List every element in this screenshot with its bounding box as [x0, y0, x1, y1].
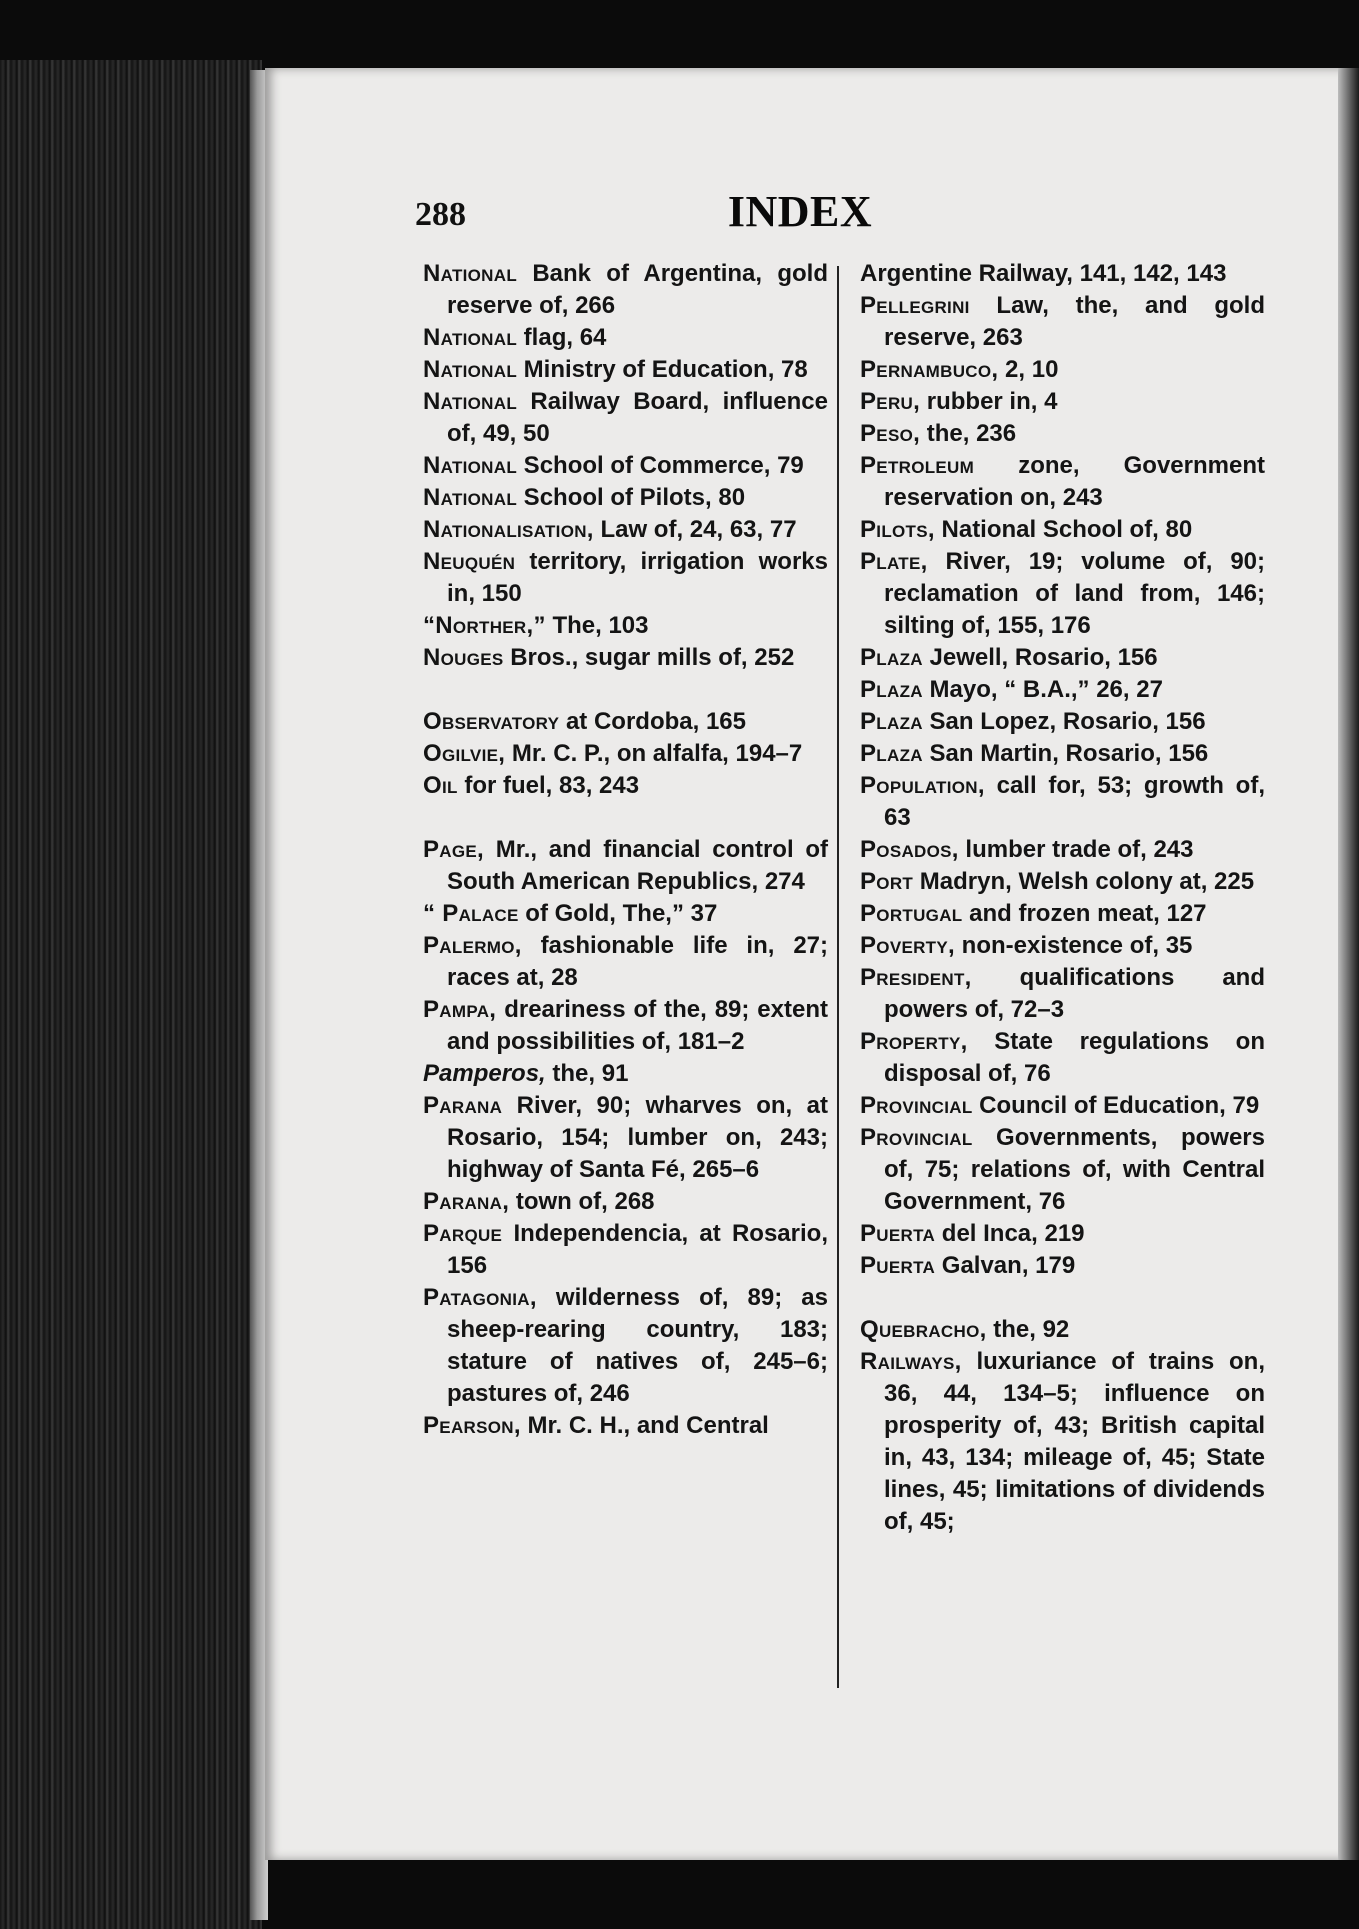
section-gap	[423, 674, 828, 706]
index-references: Bank of Argentina, gold reserve of, 266	[447, 260, 828, 319]
index-references: Jewell, Rosario, 156	[922, 644, 1158, 671]
index-entry	[423, 1282, 828, 1410]
index-references: Independencia, at Rosario, 156	[447, 1220, 828, 1279]
index-references: Governments, powers of, 75; relations of, with Central Government, 76	[884, 1124, 1265, 1215]
index-entry	[860, 354, 1265, 386]
index-references: School of Pilots, 80	[517, 484, 746, 511]
index-references: 2, 10	[998, 356, 1059, 383]
page-number: 288	[415, 196, 466, 233]
index-entry	[423, 1410, 828, 1442]
index-references: rubber in, 4	[920, 388, 1058, 415]
index-references: Council of Education, 79	[972, 1092, 1260, 1119]
index-entry	[860, 386, 1265, 418]
index-term: Neuquén	[423, 548, 516, 575]
index-references: National School of, 80	[934, 516, 1193, 543]
index-references: Argentine Railway, 141, 142, 143	[860, 260, 1227, 287]
index-entry	[860, 674, 1265, 706]
index-term: Pampa,	[423, 996, 497, 1023]
index-references: fashionable life in, 27; races at, 28	[447, 932, 828, 991]
index-term: Population,	[860, 772, 985, 799]
index-entry	[860, 1346, 1265, 1538]
index-references: Law, the, and gold reserve, 263	[884, 292, 1265, 351]
index-term: Property,	[860, 1028, 968, 1055]
index-entry	[423, 258, 828, 322]
index-references: town of, 268	[509, 1188, 655, 1215]
index-term: Pilots,	[860, 516, 935, 543]
index-references: Mr., and financial control of South American Republics, 274	[447, 836, 828, 895]
index-references: Mr. C. H., and Central	[520, 1412, 769, 1439]
index-entry	[423, 450, 828, 482]
index-references: non-existence of, 35	[954, 932, 1193, 959]
index-entry	[423, 354, 828, 386]
index-references: dreariness of the, 89; extent and possibilities of, 181–2	[447, 996, 828, 1055]
index-entry	[860, 418, 1265, 450]
index-entry	[423, 930, 828, 994]
index-term: Palermo,	[423, 932, 522, 959]
index-entry	[423, 386, 828, 450]
index-term: Petroleum	[860, 452, 975, 479]
index-references: River, 90; wharves on, at Rosario, 154; lumber on, 243; highway of Santa Fé, 265–6	[447, 1092, 828, 1183]
index-references: the, 236	[920, 420, 1017, 447]
index-references: Ministry of Education, 78	[517, 356, 808, 383]
index-references: the, 92	[986, 1316, 1070, 1343]
page-header	[415, 186, 1185, 246]
index-term: Plaza	[860, 740, 923, 767]
index-term: National	[423, 388, 518, 415]
index-term: Oil	[423, 772, 458, 799]
index-entry	[423, 1218, 828, 1282]
index-references: San Martin, Rosario, 156	[922, 740, 1209, 767]
index-entry	[860, 962, 1265, 1026]
index-term: Peru,	[860, 388, 921, 415]
index-term: Provincial	[860, 1124, 973, 1151]
index-term: Parana,	[423, 1188, 510, 1215]
index-references: qualifications and powers of, 72–3	[884, 964, 1265, 1023]
index-term: Nouges	[423, 644, 504, 671]
index-references: San Lopez, Rosario, 156	[922, 708, 1206, 735]
index-references: Mayo, “ B.A.,” 26, 27	[922, 676, 1163, 703]
index-term: Poverty,	[860, 932, 955, 959]
index-entry	[860, 1218, 1265, 1250]
index-column-left	[423, 258, 828, 1442]
index-entry	[423, 546, 828, 610]
index-term: Nationalisation,	[423, 516, 594, 543]
index-term: Parana	[423, 1092, 503, 1119]
index-term: Observatory	[423, 708, 560, 735]
index-references: wilderness of, 89; as sheep-rearing country, 183; stature of natives of, 245–6; pastures of, 246	[447, 1284, 828, 1407]
index-references: The, 103	[545, 612, 649, 639]
index-term: Puerta	[860, 1252, 936, 1279]
index-entry	[860, 450, 1265, 514]
index-term: National	[423, 452, 518, 479]
index-entry	[860, 738, 1265, 770]
index-term: Patagonia,	[423, 1284, 537, 1311]
index-entry	[860, 290, 1265, 354]
index-term: Pellegrini	[860, 292, 970, 319]
index-entry	[860, 1026, 1265, 1090]
index-references: call for, 53; growth of, 63	[884, 772, 1265, 831]
section-gap	[860, 1282, 1265, 1314]
index-entry	[860, 1250, 1265, 1282]
index-entry	[860, 866, 1265, 898]
section-gap	[423, 802, 828, 834]
index-term: Quebracho,	[860, 1316, 987, 1343]
index-entry	[860, 1090, 1265, 1122]
index-entry	[860, 1314, 1265, 1346]
index-entry	[423, 1186, 828, 1218]
index-entry	[860, 930, 1265, 962]
index-entry	[860, 1122, 1265, 1218]
index-entry	[423, 1090, 828, 1186]
index-term: Parque	[423, 1220, 503, 1247]
index-references: the, 91	[545, 1060, 629, 1087]
index-references: territory, irrigation works in, 150	[447, 548, 828, 607]
index-entry	[860, 642, 1265, 674]
index-references: Bros., sugar mills of, 252	[503, 644, 795, 671]
index-term: Port	[860, 868, 914, 895]
index-entry	[423, 610, 828, 642]
index-entry	[423, 482, 828, 514]
index-references: luxuriance of trains on, 36, 44, 134–5; influence on prosperity of, 43; British capital in, 43, 134; mileage of, 45; State lines, 45; limitations of dividends of, 45;	[884, 1348, 1265, 1535]
index-term: Puerta	[860, 1220, 936, 1247]
index-entry	[423, 834, 828, 898]
index-term: Posados,	[860, 836, 959, 863]
index-references: Law of, 24, 63, 77	[593, 516, 797, 543]
index-entry	[423, 642, 828, 674]
index-references: lumber trade of, 243	[958, 836, 1194, 863]
column-divider	[837, 266, 839, 1688]
index-references: Mr. C. P., on alfalfa, 194–7	[505, 740, 803, 767]
index-term: Ogilvie,	[423, 740, 506, 767]
book-page	[265, 68, 1343, 1860]
index-references: of Gold, The,” 37	[518, 900, 718, 927]
index-entry	[860, 514, 1265, 546]
index-entry	[860, 898, 1265, 930]
index-entry	[423, 898, 828, 930]
index-entry	[423, 322, 828, 354]
page-edge-shadow	[1338, 68, 1359, 1860]
index-entry	[423, 1058, 828, 1090]
index-entry	[423, 994, 828, 1058]
index-term: Peso,	[860, 420, 921, 447]
index-term: National	[423, 484, 518, 511]
index-column-right	[860, 258, 1265, 1538]
index-entry	[860, 834, 1265, 866]
index-term: National	[423, 260, 518, 287]
index-references: at Cordoba, 165	[559, 708, 746, 735]
index-references: del Inca, 219	[935, 1220, 1085, 1247]
index-references: Galvan, 179	[935, 1252, 1076, 1279]
index-term: Page,	[423, 836, 485, 863]
index-term: “ Palace	[423, 900, 519, 927]
index-references: State regulations on disposal of, 76	[884, 1028, 1265, 1087]
index-term: Pamperos,	[423, 1060, 546, 1087]
index-term: National	[423, 356, 518, 383]
index-references: River, 19; volume of, 90; reclamation of land from, 146; silting of, 155, 176	[884, 548, 1265, 639]
index-entry	[860, 770, 1265, 834]
index-entry	[423, 706, 828, 738]
index-term: Pearson,	[423, 1412, 521, 1439]
index-term: Provincial	[860, 1092, 973, 1119]
index-term: Plaza	[860, 644, 923, 671]
index-term: “Norther,”	[423, 612, 546, 639]
index-entry	[423, 738, 828, 770]
index-entry	[860, 546, 1265, 642]
index-references: School of Commerce, 79	[517, 452, 804, 479]
index-entry	[860, 706, 1265, 738]
index-entry	[860, 258, 1265, 290]
index-term: Plate,	[860, 548, 928, 575]
index-references: for fuel, 83, 243	[457, 772, 640, 799]
index-references: flag, 64	[517, 324, 607, 351]
index-term: Plaza	[860, 676, 923, 703]
index-term: President,	[860, 964, 972, 991]
index-references: and frozen meat, 127	[962, 900, 1207, 927]
index-term: National	[423, 324, 518, 351]
index-references: zone, Government reservation on, 243	[884, 452, 1265, 511]
index-term: Portugal	[860, 900, 963, 927]
index-entry	[423, 770, 828, 802]
index-entry	[423, 514, 828, 546]
page-title: INDEX	[727, 187, 873, 236]
index-term: Plaza	[860, 708, 923, 735]
book-binding	[0, 60, 262, 1929]
index-term: Pernambuco,	[860, 356, 999, 383]
index-references: Madryn, Welsh colony at, 225	[913, 868, 1255, 895]
index-references: Railway Board, influence of, 49, 50	[447, 388, 828, 447]
index-term: Railways,	[860, 1348, 962, 1375]
